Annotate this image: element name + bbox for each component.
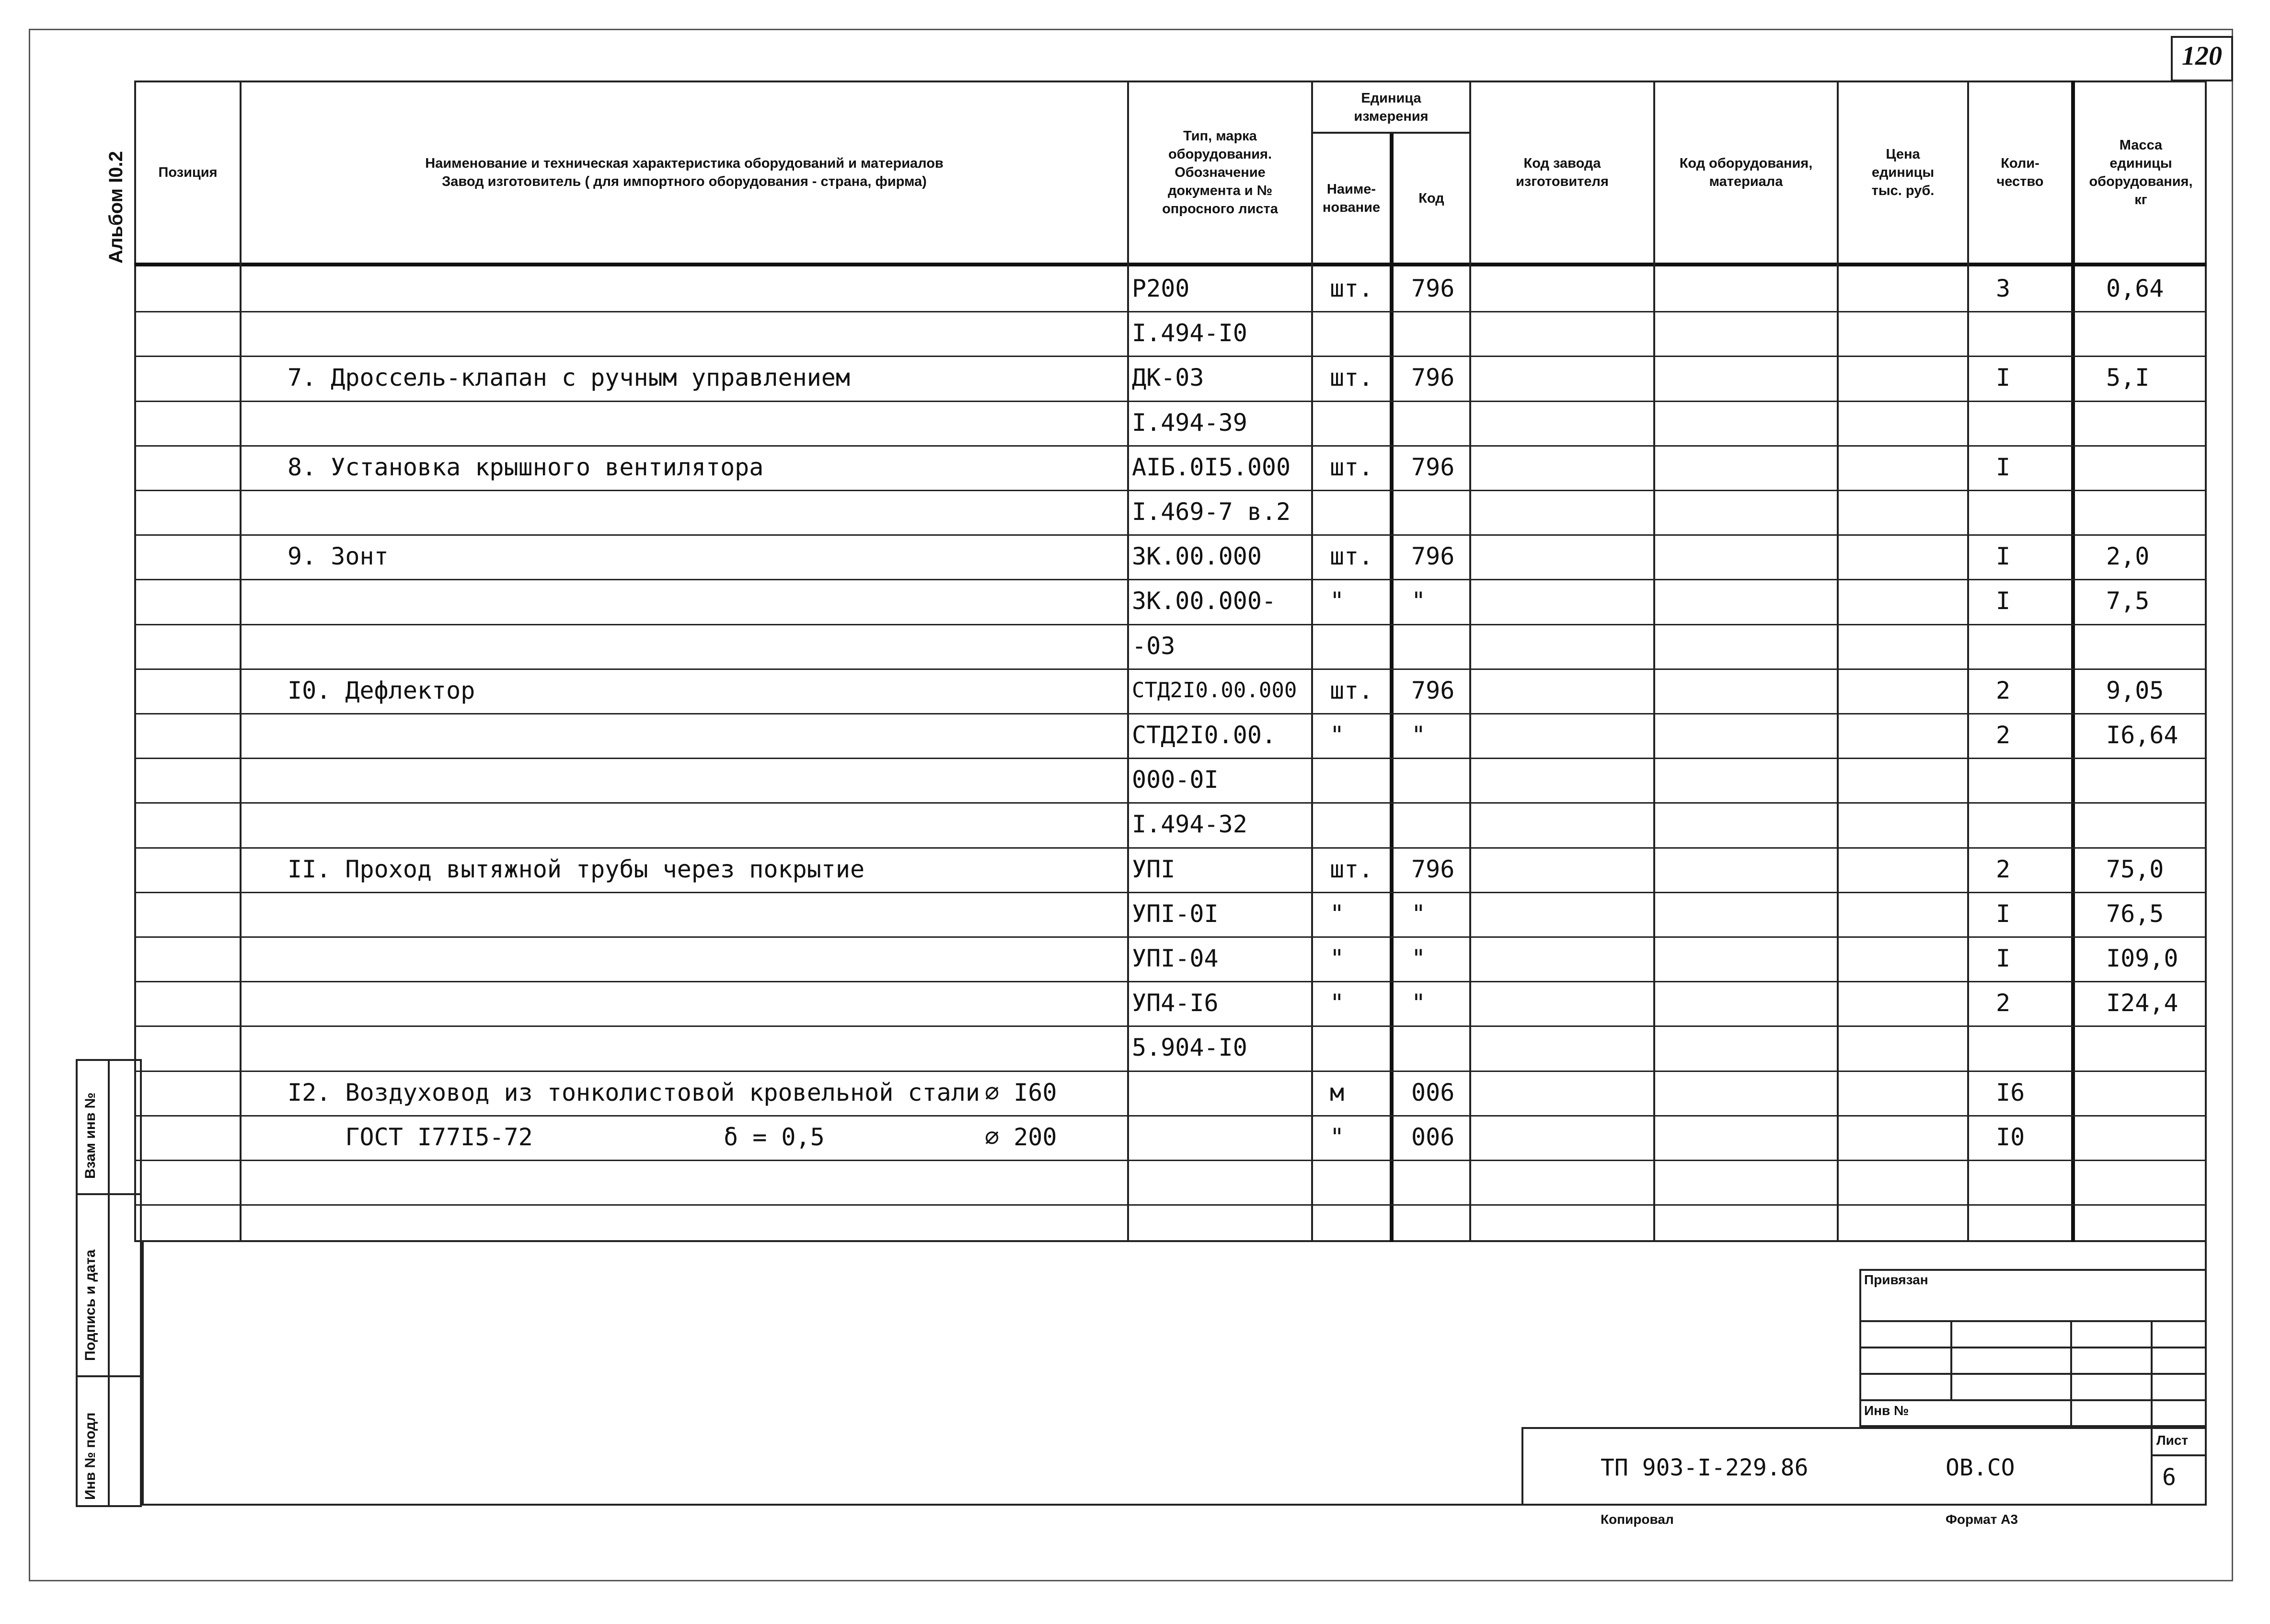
row-qty: I xyxy=(1996,542,2011,571)
row-qty: I6 xyxy=(1996,1078,2025,1106)
row-divider xyxy=(134,936,2207,938)
row-qty: 2 xyxy=(1996,855,2011,883)
col-header-mass: Масса единицы оборудования, кг xyxy=(2089,138,2193,207)
col-header-price: Цена единицы тыс. руб. xyxy=(1871,147,1935,198)
row-code: " xyxy=(1411,944,1426,972)
col-header-qty: Коли- чество xyxy=(1996,156,2044,189)
privyazan-line-2 xyxy=(1859,1347,2207,1348)
privyazan-line-3 xyxy=(1859,1373,2207,1375)
row-divider xyxy=(134,311,2207,312)
privyazan-line-1 xyxy=(1859,1320,2207,1322)
row-type: СТД2I0.00. xyxy=(1132,721,1277,749)
row-code: 006 xyxy=(1411,1123,1455,1151)
side-stamp-inv: Инв № подл xyxy=(82,1412,98,1500)
row-divider xyxy=(134,668,2207,670)
row-type: ДК-03 xyxy=(1132,364,1204,392)
row-type: Р200 xyxy=(1132,275,1190,302)
row-qty: I xyxy=(1996,899,2011,928)
row-code: 796 xyxy=(1411,676,1455,704)
col-header-equipment-code: Код оборудования, материала xyxy=(1679,156,1813,189)
list-divider xyxy=(2151,1454,2207,1456)
row-name: II. Проход вытяжной трубы через покрытие xyxy=(288,855,865,883)
row-unit: шт. xyxy=(1330,542,1373,571)
row-qty: 2 xyxy=(1996,989,2011,1017)
row-divider xyxy=(134,1025,2207,1027)
row-code: 796 xyxy=(1411,453,1455,481)
row-divider xyxy=(134,1160,2207,1161)
row-type: I.494-32 xyxy=(1132,810,1247,839)
row-name: 9. Зонт xyxy=(288,542,389,571)
list-number: 6 xyxy=(2162,1464,2176,1491)
side-stamp-line-1 xyxy=(76,1193,142,1195)
row-type: СТД2I0.00.000 xyxy=(1132,678,1297,703)
col-header-unit-group: Единица измерения xyxy=(1354,90,1429,124)
title-stamp-divider xyxy=(2151,1427,2153,1506)
side-stamp-podpis: Подпись и дата xyxy=(82,1249,98,1361)
row-type: УПI-04 xyxy=(1132,944,1219,972)
row-name: ГОСТ I77I5-72 xyxy=(288,1123,533,1151)
album-label: Альбом I0.2 xyxy=(105,151,127,264)
header-divider xyxy=(134,263,2207,266)
col-header-unit-code: Код xyxy=(1418,190,1444,206)
row-type: АIБ.0I5.000 xyxy=(1132,453,1291,481)
row-divider xyxy=(134,758,2207,759)
row-divider xyxy=(134,490,2207,491)
row-code: 796 xyxy=(1411,275,1455,302)
list-label: Лист xyxy=(2156,1433,2189,1448)
doc-code: ТП 903-I-229.86 xyxy=(1601,1454,1809,1481)
row-type: 5.904-I0 xyxy=(1132,1034,1247,1062)
row-divider xyxy=(134,356,2207,357)
row-unit: шт. xyxy=(1330,676,1373,704)
row-qty: 3 xyxy=(1996,275,2011,302)
row-unit: шт. xyxy=(1330,364,1373,392)
row-qty: 2 xyxy=(1996,676,2011,704)
row-name: I0. Дефлектор xyxy=(288,676,475,704)
row-divider xyxy=(134,534,2207,536)
row-qty: I xyxy=(1996,944,2011,972)
privyazan-label: Привязан xyxy=(1864,1272,1928,1287)
row-unit: шт. xyxy=(1330,275,1373,302)
row-divider xyxy=(134,892,2207,893)
row-code: 796 xyxy=(1411,855,1455,883)
row-qty: I xyxy=(1996,364,2011,392)
row-qty: 2 xyxy=(1996,721,2011,749)
row-mass: 5,I xyxy=(2106,364,2150,392)
row-type: -03 xyxy=(1132,632,1175,660)
row-divider xyxy=(134,445,2207,447)
row-type: УПI-0I xyxy=(1132,899,1219,928)
col-header-type: Тип, марка оборудования. Обозначение документа и № опросного листа xyxy=(1162,128,1278,217)
row-unit: " xyxy=(1330,587,1345,615)
col-header-position: Позиция xyxy=(158,165,218,180)
row-unit: " xyxy=(1330,721,1345,749)
row-mass: 0,64 xyxy=(2106,275,2164,302)
table-row xyxy=(134,1204,2207,1249)
row-unit: м xyxy=(1330,1078,1345,1106)
row-divider xyxy=(134,1115,2207,1117)
side-stamp-vzam: Взам инв № xyxy=(82,1092,98,1179)
section-code: ОВ.СО xyxy=(1946,1454,2015,1481)
row-type: I.469-7 в.2 xyxy=(1132,498,1291,526)
row-type: 000-0I xyxy=(1132,766,1219,794)
bottom-frame-left xyxy=(142,1242,144,1506)
row-type: I.494-39 xyxy=(1132,408,1247,437)
row-name: 7. Дроссель-клапан с ручным управлением xyxy=(288,364,850,392)
kopiroval-label: Копировал xyxy=(1601,1512,1674,1527)
row-type: ЗК.00.000 xyxy=(1132,542,1262,571)
col-header-name: Наименование и техническая характеристика оборудований и материалов Завод изготовитель ( для импортного оборудования - страна, фирма) xyxy=(425,156,944,189)
row-unit: " xyxy=(1330,989,1345,1017)
row-code: 796 xyxy=(1411,542,1455,571)
row-code: " xyxy=(1411,721,1426,749)
privyazan-col-2 xyxy=(2070,1320,2072,1427)
row-name: 8. Установка крышного вентилятора xyxy=(288,453,764,481)
page-number: 120 xyxy=(2182,41,2222,71)
row-code: " xyxy=(1411,989,1426,1017)
row-divider xyxy=(134,1071,2207,1072)
row-diameter: ⌀ 200 xyxy=(985,1123,1057,1151)
row-divider xyxy=(134,847,2207,849)
row-mass: 75,0 xyxy=(2106,855,2164,883)
row-code: 796 xyxy=(1411,364,1455,392)
row-unit: " xyxy=(1330,944,1345,972)
row-divider xyxy=(134,1204,2207,1206)
row-qty: I xyxy=(1996,587,2011,615)
row-qty: I xyxy=(1996,453,2011,481)
row-mass: I6,64 xyxy=(2106,721,2178,749)
row-divider xyxy=(134,713,2207,714)
row-unit: " xyxy=(1330,899,1345,928)
row-qty: I0 xyxy=(1996,1123,2025,1151)
row-unit: шт. xyxy=(1330,453,1373,481)
col-header-unit-name: Наиме- нование xyxy=(1322,181,1381,215)
row-divider xyxy=(134,802,2207,804)
side-stamp-divider xyxy=(108,1059,110,1507)
row-divider xyxy=(134,981,2207,982)
row-mass: 76,5 xyxy=(2106,899,2164,928)
row-type: УП4-I6 xyxy=(1132,989,1219,1017)
row-type: ЗК.00.000- xyxy=(1132,587,1277,615)
row-sigma: δ = 0,5 xyxy=(724,1123,825,1151)
row-unit: " xyxy=(1330,1123,1345,1151)
row-type: I.494-I0 xyxy=(1132,319,1247,347)
col-header-factory-code: Код завода изготовителя xyxy=(1516,156,1609,189)
row-mass: I09,0 xyxy=(2106,944,2178,972)
row-divider xyxy=(134,579,2207,580)
row-code: " xyxy=(1411,899,1426,928)
format-label: Формат А3 xyxy=(1946,1512,2018,1527)
row-diameter: ⌀ I60 xyxy=(985,1078,1057,1106)
privyazan-col-1 xyxy=(1950,1320,1952,1399)
row-mass: 9,05 xyxy=(2106,676,2164,704)
privyazan-col-3 xyxy=(2151,1320,2153,1427)
side-stamp-line-2 xyxy=(76,1375,142,1377)
row-mass: 7,5 xyxy=(2106,587,2150,615)
row-divider xyxy=(134,624,2207,625)
privyazan-line-4 xyxy=(1859,1399,2207,1401)
row-mass: 2,0 xyxy=(2106,542,2150,571)
table-row xyxy=(134,1160,2207,1204)
row-code: 006 xyxy=(1411,1078,1455,1106)
row-divider xyxy=(134,401,2207,402)
row-unit: шт. xyxy=(1330,855,1373,883)
row-name: I2. Воздуховод из тонколистовой кровельной стали xyxy=(288,1078,980,1106)
inv-no-label: Инв № xyxy=(1864,1403,1909,1418)
row-type: УПI xyxy=(1132,855,1175,883)
row-mass: I24,4 xyxy=(2106,989,2178,1017)
row-code: " xyxy=(1411,587,1426,615)
